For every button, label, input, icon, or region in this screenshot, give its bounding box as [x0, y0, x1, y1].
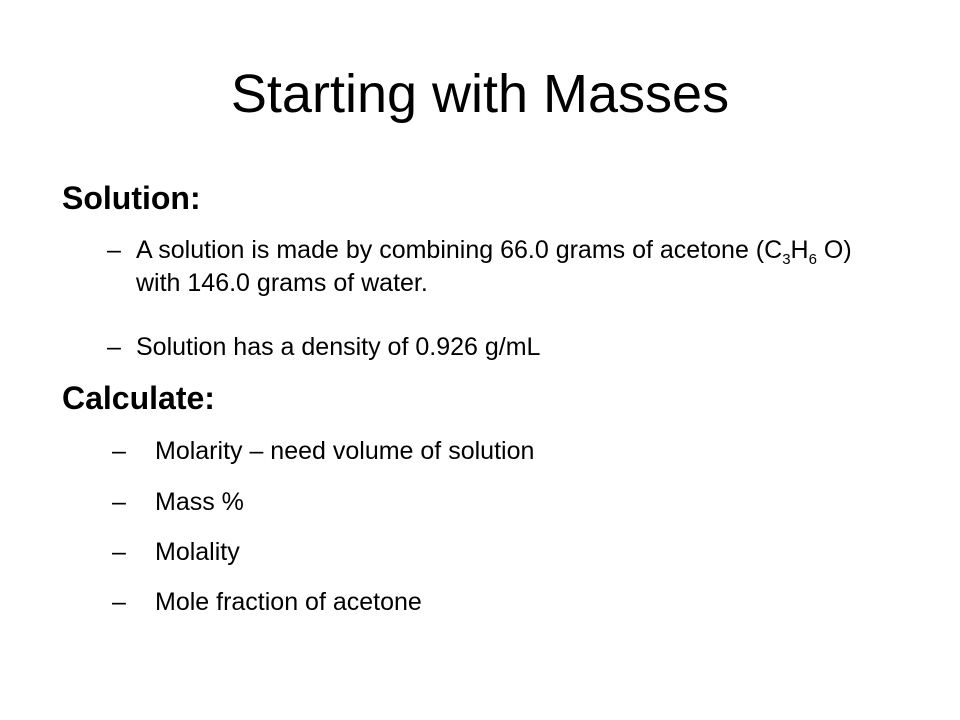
calculate-item-text: Mass %	[155, 488, 244, 516]
solution-item-composition	[107, 234, 887, 300]
text-hydrogen: H	[790, 236, 809, 264]
calculate-item-text: Molarity – need volume of solution	[155, 437, 535, 465]
calculate-heading: Calculate:	[62, 380, 215, 416]
text-prefix: A solution is made by combining 66.0 grams of acetone (C	[136, 236, 783, 264]
slide-title: Starting with Masses	[230, 64, 730, 124]
text-suffix: O) with 146.0 grams of water.	[136, 236, 852, 297]
calculate-item-text: Molality	[155, 538, 240, 566]
bullet-dash: –	[112, 437, 126, 465]
bullet-dash: –	[107, 236, 121, 264]
bullet-dash: –	[112, 538, 126, 566]
solution-item-text: Solution has a density of 0.926 g/mL	[136, 333, 541, 361]
solution-item-text	[107, 234, 887, 300]
bullet-dash: –	[112, 488, 126, 516]
solution-item-density	[107, 331, 887, 364]
subscript-carbon: 3	[782, 251, 791, 268]
solution-heading: Solution:	[62, 180, 201, 216]
bullet-dash: –	[107, 333, 121, 361]
calculate-item-text: Mole fraction of acetone	[155, 588, 422, 616]
bullet-dash: –	[112, 588, 126, 616]
subscript-hydrogen: 6	[808, 251, 817, 268]
